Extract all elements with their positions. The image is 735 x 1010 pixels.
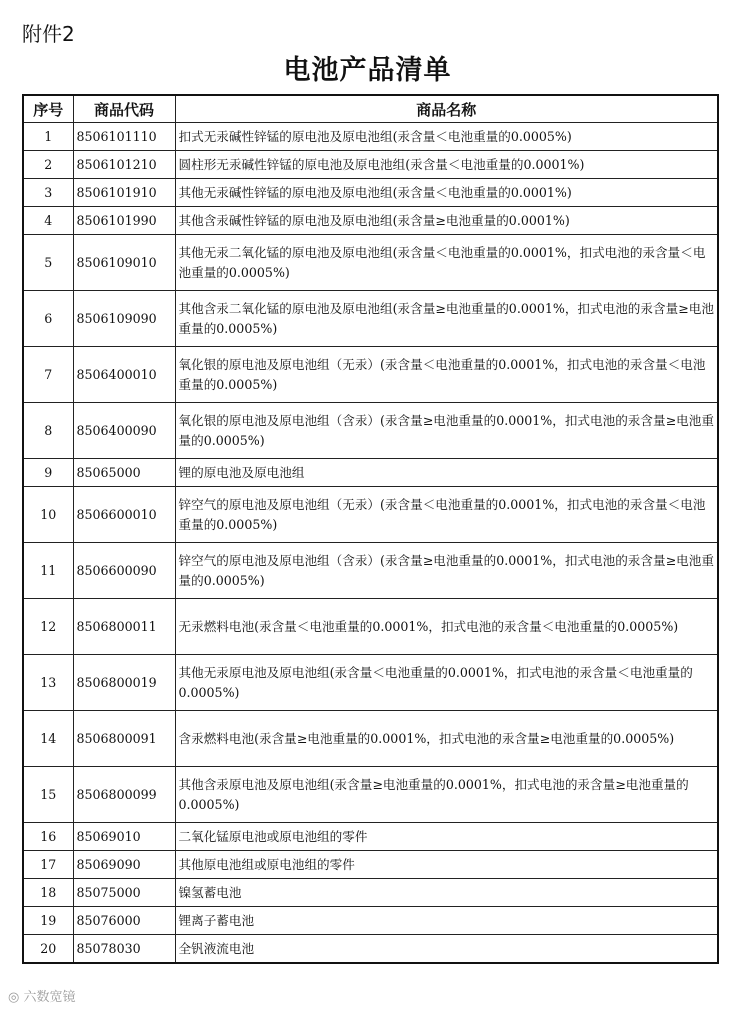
cell-name: 含汞燃料电池(汞含量≥电池重量的0.0001%，扣式电池的汞含量≥电池重量的0.0005%)	[175, 711, 718, 767]
cell-no: 17	[23, 851, 73, 879]
cell-code: 85065000	[73, 459, 175, 487]
cell-name: 无汞燃料电池(汞含量＜电池重量的0.0001%，扣式电池的汞含量＜电池重量的0.0005%)	[175, 599, 718, 655]
cell-code: 8506800091	[73, 711, 175, 767]
table-row	[23, 487, 718, 543]
cell-no: 13	[23, 655, 73, 711]
table-row	[23, 767, 718, 823]
cell-no: 12	[23, 599, 73, 655]
cell-name: 其他无汞二氧化锰的原电池及原电池组(汞含量＜电池重量的0.0001%，扣式电池的汞含量＜电池重量的0.0005%)	[175, 235, 718, 291]
cell-no: 15	[23, 767, 73, 823]
table-row	[23, 179, 718, 207]
cell-name: 全钒液流电池	[175, 935, 718, 964]
cell-no: 14	[23, 711, 73, 767]
cell-name: 锌空气的原电池及原电池组（无汞）(汞含量＜电池重量的0.0001%，扣式电池的汞含量＜电池重量的0.0005%)	[175, 487, 718, 543]
cell-code: 8506400010	[73, 347, 175, 403]
table-header-row	[23, 95, 718, 123]
cell-code: 8506800011	[73, 599, 175, 655]
cell-code: 85075000	[73, 879, 175, 907]
cell-name: 扣式无汞碱性锌锰的原电池及原电池组(汞含量＜电池重量的0.0005%)	[175, 123, 718, 151]
cell-no: 20	[23, 935, 73, 964]
header-code: 商品代码	[73, 95, 175, 123]
cell-no: 11	[23, 543, 73, 599]
header-name: 商品名称	[175, 95, 718, 123]
cell-name: 其他无汞原电池及原电池组(汞含量＜电池重量的0.0001%，扣式电池的汞含量＜电池重量的0.0005%)	[175, 655, 718, 711]
cell-name: 其他原电池组或原电池组的零件	[175, 851, 718, 879]
cell-no: 4	[23, 207, 73, 235]
page-title: 电池产品清单	[283, 55, 452, 86]
cell-no: 7	[23, 347, 73, 403]
cell-name: 其他含汞二氧化锰的原电池及原电池组(汞含量≥电池重量的0.0001%，扣式电池的汞含量≥电池重量的0.0005%)	[175, 291, 718, 347]
cell-no: 2	[23, 151, 73, 179]
cell-code: 8506109010	[73, 235, 175, 291]
cell-code: 8506101990	[73, 207, 175, 235]
cell-code: 85069010	[73, 823, 175, 851]
cell-code: 8506101910	[73, 179, 175, 207]
table-row	[23, 151, 718, 179]
table-row	[23, 543, 718, 599]
cell-no: 10	[23, 487, 73, 543]
cell-no: 19	[23, 907, 73, 935]
cell-no: 5	[23, 235, 73, 291]
cell-code: 8506800019	[73, 655, 175, 711]
cell-code: 8506600090	[73, 543, 175, 599]
table-row	[23, 347, 718, 403]
cell-no: 3	[23, 179, 73, 207]
table-row	[23, 291, 718, 347]
cell-name: 其他含汞原电池及原电池组(汞含量≥电池重量的0.0001%，扣式电池的汞含量≥电池重量的0.0005%)	[175, 767, 718, 823]
cell-name: 锂离子蓄电池	[175, 907, 718, 935]
battery-product-table	[22, 94, 719, 964]
header-no: 序号	[23, 95, 73, 123]
cell-code: 8506101210	[73, 151, 175, 179]
table-row	[23, 207, 718, 235]
cell-code: 85069090	[73, 851, 175, 879]
table-row	[23, 599, 718, 655]
cell-code: 85078030	[73, 935, 175, 964]
cell-name: 氧化银的原电池及原电池组（无汞）(汞含量＜电池重量的0.0001%，扣式电池的汞含量＜电池重量的0.0005%)	[175, 347, 718, 403]
table-row	[23, 823, 718, 851]
attachment-label: 附件2	[22, 22, 75, 46]
cell-name: 氧化银的原电池及原电池组（含汞）(汞含量≥电池重量的0.0001%，扣式电池的汞含量≥电池重量的0.0005%)	[175, 403, 718, 459]
cell-code: 8506600010	[73, 487, 175, 543]
cell-name: 圆柱形无汞碱性锌锰的原电池及原电池组(汞含量＜电池重量的0.0001%)	[175, 151, 718, 179]
cell-no: 6	[23, 291, 73, 347]
watermark-text: 六数宽镜	[23, 990, 76, 1005]
cell-code: 8506109090	[73, 291, 175, 347]
watermark	[8, 986, 76, 1005]
table-row	[23, 711, 718, 767]
cell-code: 8506400090	[73, 403, 175, 459]
table-row	[23, 403, 718, 459]
cell-name: 二氧化锰原电池或原电池组的零件	[175, 823, 718, 851]
table-row	[23, 123, 718, 151]
cell-name: 其他含汞碱性锌锰的原电池及原电池组(汞含量≥电池重量的0.0001%)	[175, 207, 718, 235]
cell-no: 9	[23, 459, 73, 487]
cell-no: 1	[23, 123, 73, 151]
cell-code: 8506800099	[73, 767, 175, 823]
cell-name: 锌空气的原电池及原电池组（含汞）(汞含量≥电池重量的0.0001%，扣式电池的汞含量≥电池重量的0.0005%)	[175, 543, 718, 599]
cell-name: 镍氢蓄电池	[175, 879, 718, 907]
cell-no: 8	[23, 403, 73, 459]
table-row	[23, 935, 718, 964]
cell-no: 16	[23, 823, 73, 851]
table-row	[23, 235, 718, 291]
cell-no: 18	[23, 879, 73, 907]
table-row	[23, 879, 718, 907]
table-row	[23, 459, 718, 487]
table-row	[23, 907, 718, 935]
watermark-logo-icon: ◎	[8, 990, 24, 1005]
table-row	[23, 655, 718, 711]
table-row	[23, 851, 718, 879]
cell-code: 8506101110	[73, 123, 175, 151]
cell-code: 85076000	[73, 907, 175, 935]
cell-name: 其他无汞碱性锌锰的原电池及原电池组(汞含量＜电池重量的0.0001%)	[175, 179, 718, 207]
cell-name: 锂的原电池及原电池组	[175, 459, 718, 487]
